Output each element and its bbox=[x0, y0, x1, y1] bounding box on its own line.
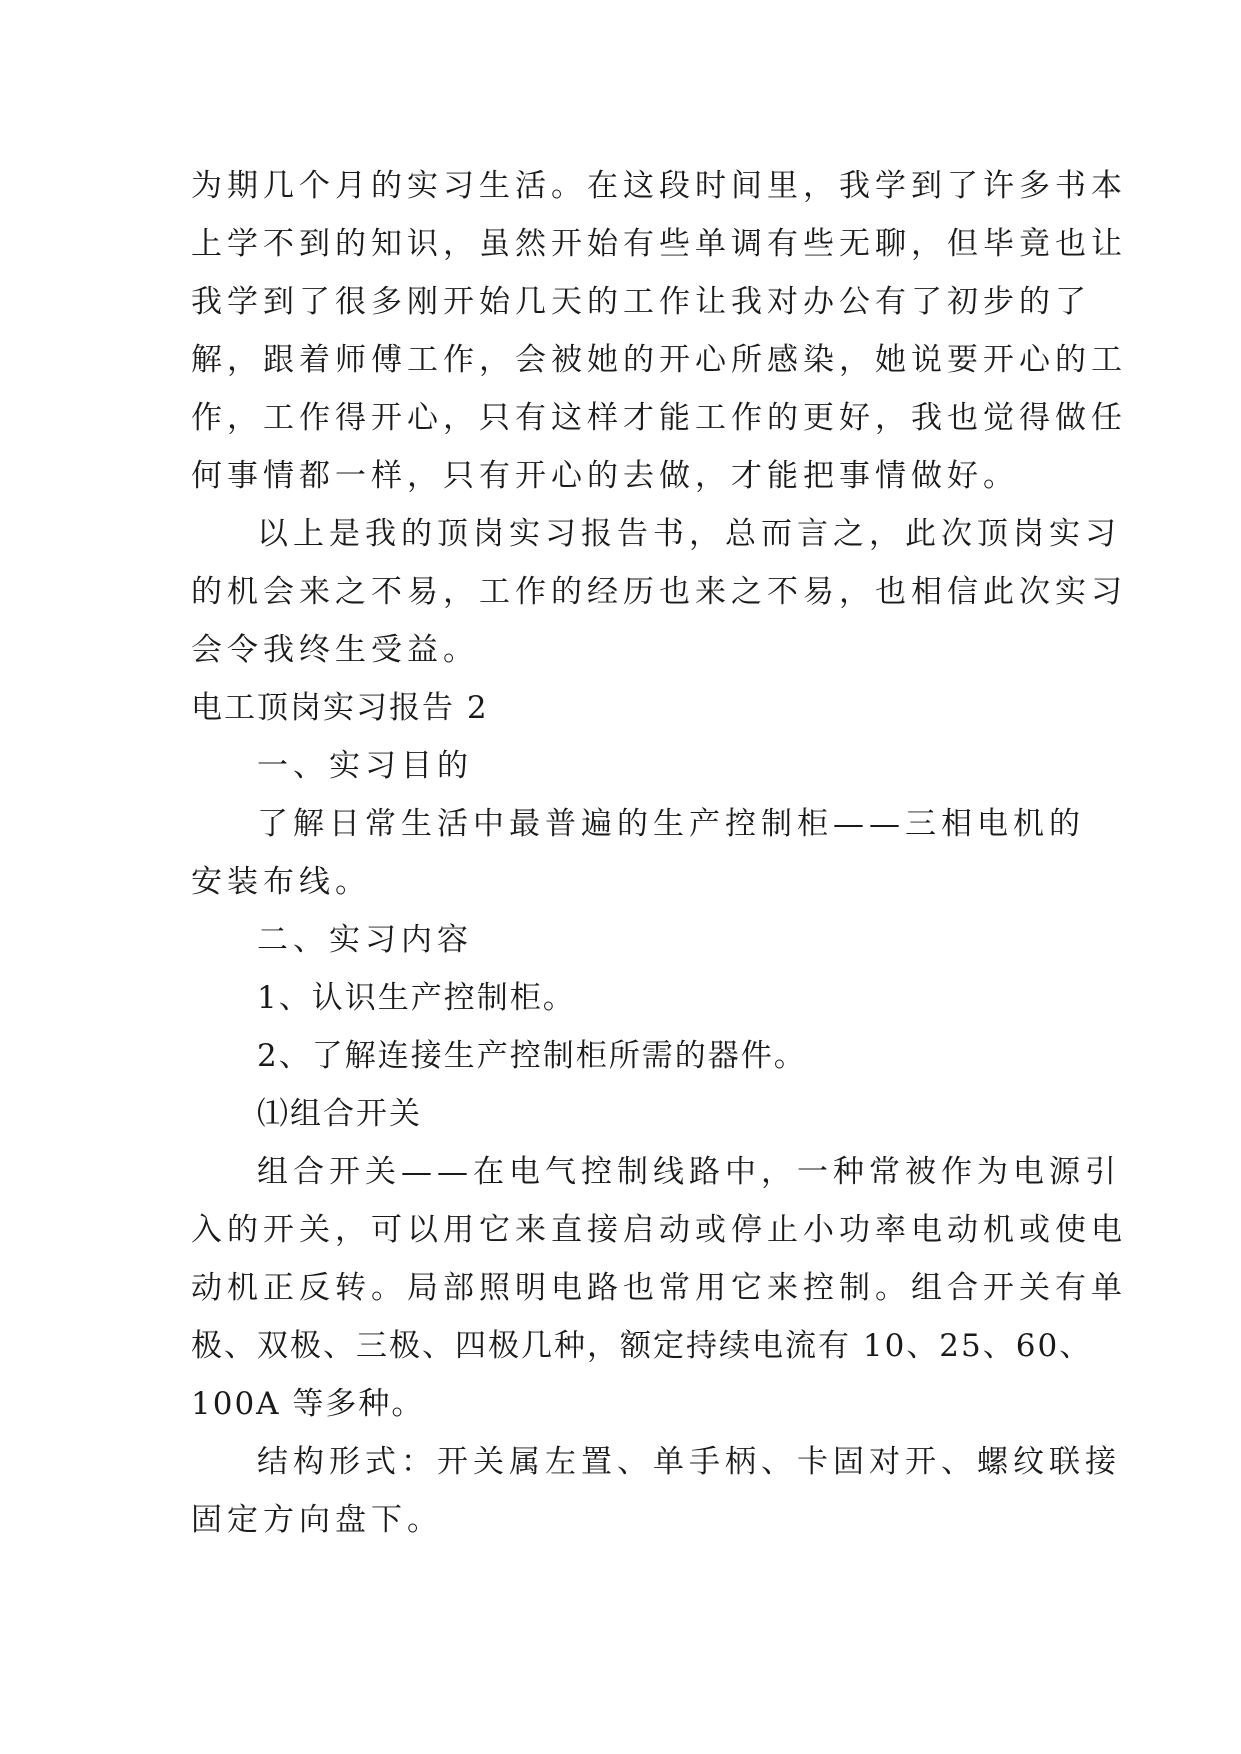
subsection-heading: 二、实习内容 bbox=[257, 922, 473, 958]
list-item: 2、了解连接生产控制柜所需的器件。 bbox=[257, 1038, 807, 1074]
paragraph-line: 的机会来之不易，工作的经历也来之不易，也相信此次实习 bbox=[191, 574, 1127, 610]
section-heading: 电工顶岗实习报告 2 bbox=[191, 690, 489, 726]
paragraph-line: 动机正反转。局部照明电路也常用它来控制。组合开关有单 bbox=[191, 1270, 1127, 1306]
paragraph-line: 以上是我的顶岗实习报告书，总而言之，此次顶岗实习 bbox=[257, 516, 1121, 552]
paragraph-line: 结构形式：开关属左置、单手柄、卡固对开、螺纹联接 bbox=[257, 1444, 1121, 1480]
paragraph-line: 了解日常生活中最普遍的生产控制柜——三相电机的 bbox=[257, 806, 1085, 842]
list-item: ⑴组合开关 bbox=[257, 1096, 422, 1132]
paragraph-line: 我学到了很多刚开始几天的工作让我对办公有了初步的了 bbox=[191, 284, 1091, 320]
paragraph-line: 作，工作得开心，只有这样才能工作的更好，我也觉得做任 bbox=[191, 400, 1127, 436]
paragraph-line: 入的开关，可以用它来直接启动或停止小功率电动机或使电 bbox=[191, 1212, 1127, 1248]
paragraph-line: 极、双极、三极、四极几种，额定持续电流有 10、25、60、 bbox=[191, 1328, 1093, 1364]
paragraph-line: 为期几个月的实习生活。在这段时间里，我学到了许多书本 bbox=[191, 168, 1127, 204]
paragraph-line: 解，跟着师傅工作，会被她的开心所感染，她说要开心的工 bbox=[191, 342, 1127, 378]
paragraph-line: 何事情都一样，只有开心的去做，才能把事情做好。 bbox=[191, 458, 1019, 494]
paragraph-line: 固定方向盘下。 bbox=[191, 1502, 443, 1538]
paragraph-line: 会令我终生受益。 bbox=[191, 632, 479, 668]
paragraph-line: 安装布线。 bbox=[191, 864, 371, 900]
paragraph-line: 上学不到的知识，虽然开始有些单调有些无聊，但毕竟也让 bbox=[191, 226, 1127, 262]
subsection-heading: 一、实习目的 bbox=[257, 748, 473, 784]
document-body bbox=[191, 157, 1127, 1549]
list-item: 1、认识生产控制柜。 bbox=[257, 980, 576, 1016]
paragraph-line: 组合开关——在电气控制线路中，一种常被作为电源引 bbox=[257, 1154, 1121, 1190]
paragraph-line: 100A 等多种。 bbox=[191, 1386, 425, 1422]
